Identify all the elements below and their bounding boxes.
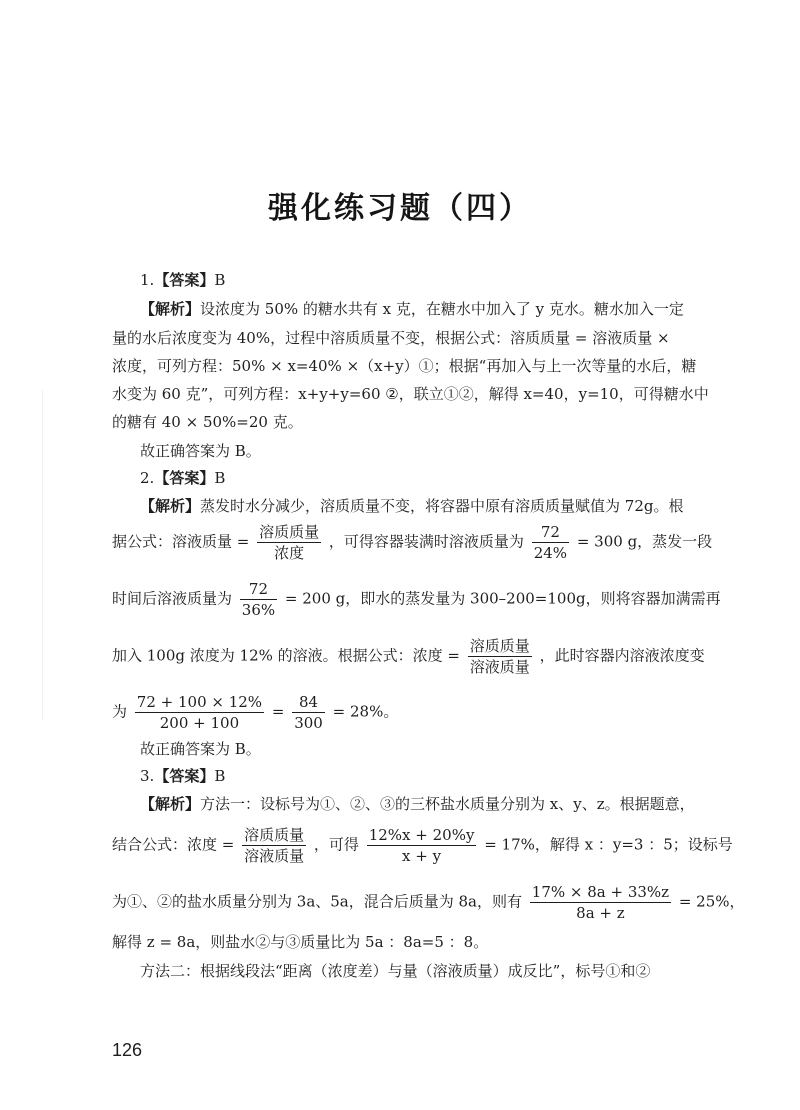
q3-answer-line — [140, 766, 740, 786]
fraction-72-over-24 — [532, 523, 569, 562]
fraction-denominator: 浓度 — [274, 544, 305, 562]
fraction-84-over-300 — [292, 693, 325, 732]
q3-l3-text-b: = 25%， — [678, 892, 745, 911]
q1-answer-label: 【答案】 — [154, 271, 215, 289]
fraction-denominator: 300 — [294, 714, 323, 732]
q2-analysis-line-4 — [112, 637, 712, 676]
q3-answer-label: 【答案】 — [154, 767, 215, 785]
fraction-numerator: 17% × 8a + 33%z — [531, 883, 670, 901]
q1-analysis-line-3: 浓度，可列方程：50% × x=40% ×（x+y）①；根据“再加入与上一次等量的水后，糖 — [112, 357, 697, 375]
q1-answer-line — [140, 270, 740, 290]
q2-l2-text-c: = 300 g，蒸发一段 — [576, 532, 713, 551]
q3-l2-text-a: 结合公式：浓度 = — [112, 835, 235, 854]
fraction-numerator: 溶质质量 — [244, 826, 305, 844]
q2-answer-line — [140, 468, 740, 488]
q3-l2-text-c: = 17%，解得 x ：y=3 ：5；设标号 — [484, 835, 733, 854]
q2-l2-text-a: 据公式：溶液质量 = — [112, 532, 250, 551]
q3-l3-text-a: 为①、②的盐水质量分别为 3a、5a，混合后质量为 8a，则有 — [112, 892, 522, 911]
q1-number: 1. — [140, 271, 155, 289]
q2-l5-text-a: 为 — [112, 702, 128, 721]
fraction-denominator: 溶液质量 — [244, 847, 305, 865]
fraction-numerator: 72 — [532, 523, 569, 543]
fraction-concentration — [242, 826, 306, 865]
fraction-denominator: 36% — [241, 601, 276, 619]
q3-analysis-line-1 — [140, 794, 740, 814]
fraction-concentration — [468, 637, 532, 676]
q1-analysis-text-1: 设浓度为 50% 的糖水共有 x 克，在糖水中加入了 y 克水。糖水加入一定 — [200, 300, 684, 318]
fraction-numerator: 溶质质量 — [469, 637, 530, 655]
fraction-numerator: 84 — [292, 693, 325, 713]
q3-answer: B — [214, 767, 226, 785]
q3-analysis-line-3 — [112, 883, 745, 922]
page-number: 126 — [112, 1040, 143, 1060]
q2-l3-text-a: 时间后溶液质量为 — [112, 589, 233, 608]
q3-analysis-line-2 — [112, 826, 733, 865]
fraction-denominator: 200 + 100 — [159, 714, 240, 732]
fraction-denominator: 8a + z — [576, 904, 625, 922]
q2-analysis-line-3 — [112, 580, 721, 619]
q3-analysis-line-4: 解得 z = 8a，则盐水②与③质量比为 5a ：8a=5 ：8。 — [112, 933, 489, 951]
fraction-numerator: 72 — [240, 580, 277, 600]
q2-number: 2. — [140, 469, 155, 487]
q2-answer: B — [214, 469, 226, 487]
scan-margin-rule — [42, 390, 43, 720]
fraction-denominator: 24% — [533, 544, 568, 562]
q1-analysis-label: 【解析】 — [140, 300, 201, 318]
q1-conclusion: 故正确答案为 B。 — [140, 442, 261, 460]
q1-analysis-line-5: 的糖有 40 × 50%=20 克。 — [112, 413, 303, 431]
q2-l4-text-b: ，此时容器内溶液浓度变 — [539, 646, 705, 665]
fraction-numerator: 72 + 100 × 12% — [136, 693, 263, 711]
fraction-mix-equation — [367, 826, 477, 865]
q2-l4-text-a: 加入 100g 浓度为 12% 的溶液。根据公式：浓度 = — [112, 646, 460, 665]
q2-l5-text-b: = 28%。 — [332, 702, 399, 721]
q3-analysis-label: 【解析】 — [140, 795, 201, 813]
fraction-mixed-concentration — [135, 693, 264, 732]
q1-analysis-line-4: 水变为 60 克”，可列方程：x+y+y=60 ②，联立①②，解得 x=40，y=10，可得糖水中 — [112, 385, 709, 403]
q3-analysis-line-5: 方法二：根据线段法“距离（浓度差）与量（溶液质量）成反比”，标号①和② — [140, 962, 651, 980]
q1-analysis-line-2: 量的水后浓度变为 40%，过程中溶质质量不变，根据公式：溶质质量 = 溶液质量 × — [112, 329, 670, 347]
q2-analysis-line-1 — [140, 496, 740, 516]
fraction-72-over-36 — [240, 580, 277, 619]
fraction-solution-mass — [257, 523, 321, 562]
q3-number: 3. — [140, 767, 155, 785]
q1-answer: B — [214, 271, 226, 289]
fraction-numerator: 12%x + 20%y — [368, 826, 475, 844]
q1-analysis-line-1 — [140, 299, 740, 319]
page-title: 强化练习题（四） — [268, 191, 532, 226]
fraction-numerator: 溶质质量 — [259, 523, 320, 541]
q3-analysis-text-1: 方法一：设标号为①、②、③的三杯盐水质量分别为 x、y、z。根据题意， — [200, 795, 695, 813]
fraction-denominator: x + y — [402, 847, 442, 865]
q2-answer-label: 【答案】 — [154, 469, 215, 487]
q2-analysis-text-1: 蒸发时水分减少，溶质质量不变，将容器中原有溶质质量赋值为 72g。根 — [200, 497, 684, 515]
q3-l2-text-b: ，可得 — [313, 835, 359, 854]
q2-l2-text-b: ，可得容器装满时溶液质量为 — [328, 532, 524, 551]
q2-conclusion: 故正确答案为 B。 — [140, 740, 261, 758]
q2-analysis-line-5 — [112, 693, 712, 732]
q2-analysis-line-2 — [112, 523, 712, 562]
q2-analysis-label: 【解析】 — [140, 497, 201, 515]
fraction-second-mix-equation — [530, 883, 671, 922]
equals-sign: = — [271, 702, 285, 721]
fraction-denominator: 溶液质量 — [469, 658, 530, 676]
q2-l3-text-b: = 200 g，即水的蒸发量为 300–200=100g，则将容器加满需再 — [284, 589, 721, 608]
